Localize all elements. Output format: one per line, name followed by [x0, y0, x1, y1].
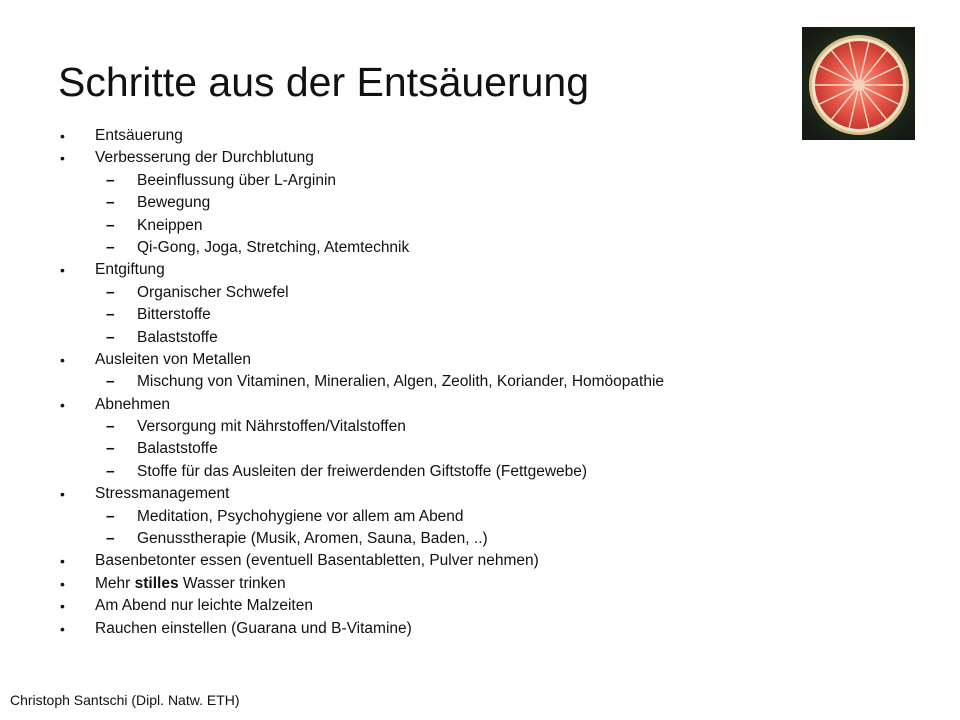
sub-bullet-item	[0, 506, 900, 528]
bullet-text-emphasis: stilles	[134, 574, 179, 592]
bullet-text-part: Mehr	[95, 574, 135, 592]
bullet-text: Verbesserung der Durchblutung	[95, 149, 314, 167]
bullet-icon: •	[60, 598, 65, 615]
dash-icon: –	[106, 373, 115, 391]
sub-bullet-item	[0, 327, 900, 349]
sub-bullet-item	[0, 438, 900, 460]
bullet-text: Basenbetonter essen (eventuell Basentabletten, Pulver nehmen)	[95, 552, 539, 570]
dash-icon: –	[106, 530, 115, 548]
bullet-text: Ausleiten von Metallen	[95, 350, 251, 368]
sub-bullet-text: Balaststoffe	[137, 440, 218, 458]
sub-bullet-item	[0, 215, 900, 237]
bullet-icon: •	[60, 396, 65, 413]
sub-bullet-item	[0, 282, 900, 304]
dash-icon: –	[106, 418, 115, 436]
dash-icon: –	[106, 306, 115, 324]
bullet-icon: •	[60, 486, 65, 503]
sub-bullet-item	[0, 192, 900, 214]
bullet-icon: •	[60, 575, 65, 592]
sub-bullet-text: Versorgung mit Nährstoffen/Vitalstoffen	[137, 418, 406, 436]
bullet-icon: •	[60, 620, 65, 637]
bullet-text: Stressmanagement	[95, 485, 230, 503]
sub-bullet-text: Kneippen	[137, 216, 203, 234]
grapefruit-slice-icon	[802, 27, 915, 140]
dash-icon: –	[106, 238, 115, 256]
sub-bullet-item	[0, 528, 900, 550]
bullet-text: Abnehmen	[95, 395, 170, 413]
sub-bullet-item	[0, 416, 900, 438]
bullet-list	[0, 125, 900, 640]
sub-bullet-text: Genusstherapie (Musik, Aromen, Sauna, Baden, ..)	[137, 530, 488, 548]
bullet-text: Rauchen einstellen (Guarana und B-Vitamine)	[95, 619, 412, 637]
bullet-icon: •	[60, 351, 65, 368]
sub-bullet-item	[0, 304, 900, 326]
sub-bullet-item	[0, 170, 900, 192]
sub-bullet-text: Mischung von Vitaminen, Mineralien, Algen, Zeolith, Koriander, Homöopathie	[137, 373, 665, 391]
dash-icon: –	[106, 507, 115, 525]
dash-icon: –	[106, 462, 115, 480]
dash-icon: –	[106, 440, 115, 458]
bullet-text: Am Abend nur leichte Malzeiten	[95, 597, 313, 615]
sub-bullet-text: Bewegung	[137, 194, 211, 212]
dash-icon: –	[106, 283, 115, 301]
dash-icon: –	[106, 328, 115, 346]
sub-bullet-item	[0, 237, 900, 259]
slide-footer: Christoph Santschi (Dipl. Natw. ETH)	[10, 692, 240, 708]
sub-bullet-text: Meditation, Psychohygiene vor allem am Abend	[137, 507, 464, 525]
dash-icon: –	[106, 194, 115, 212]
grapefruit-slice-image	[802, 27, 915, 140]
bullet-item	[0, 595, 900, 617]
sub-bullet-item	[0, 371, 900, 393]
bullet-item	[0, 573, 900, 595]
bullet-item	[0, 394, 900, 416]
bullet-item	[0, 349, 900, 371]
bullet-item	[0, 147, 900, 169]
sub-bullet-text: Organischer Schwefel	[137, 283, 289, 301]
bullet-item	[0, 550, 900, 572]
bullet-text-part: Wasser trinken	[178, 574, 286, 592]
bullet-text: Entgiftung	[95, 261, 165, 279]
sub-bullet-text: Beeinflussung über L-Arginin	[137, 171, 337, 189]
bullet-item	[0, 483, 900, 505]
bullet-icon: •	[60, 262, 65, 279]
bullet-icon: •	[60, 553, 65, 570]
dash-icon: –	[106, 171, 115, 189]
dash-icon: –	[106, 216, 115, 234]
bullet-item	[0, 125, 900, 147]
bullet-text	[95, 573, 286, 595]
sub-bullet-text: Qi-Gong, Joga, Stretching, Atemtechnik	[137, 238, 410, 256]
sub-bullet-text: Bitterstoffe	[137, 306, 211, 324]
bullet-item	[0, 618, 900, 640]
sub-bullet-item	[0, 461, 900, 483]
sub-bullet-text: Stoffe für das Ausleiten der freiwerdenden Giftstoffe (Fettgewebe)	[137, 462, 588, 480]
sub-bullet-text: Balaststoffe	[137, 328, 218, 346]
bullet-text: Entsäuerung	[95, 127, 183, 144]
bullet-icon: •	[60, 150, 65, 167]
slide-title: Schritte aus der Entsäuerung	[58, 59, 590, 105]
bullet-icon: •	[60, 128, 65, 144]
bullet-item	[0, 259, 900, 281]
